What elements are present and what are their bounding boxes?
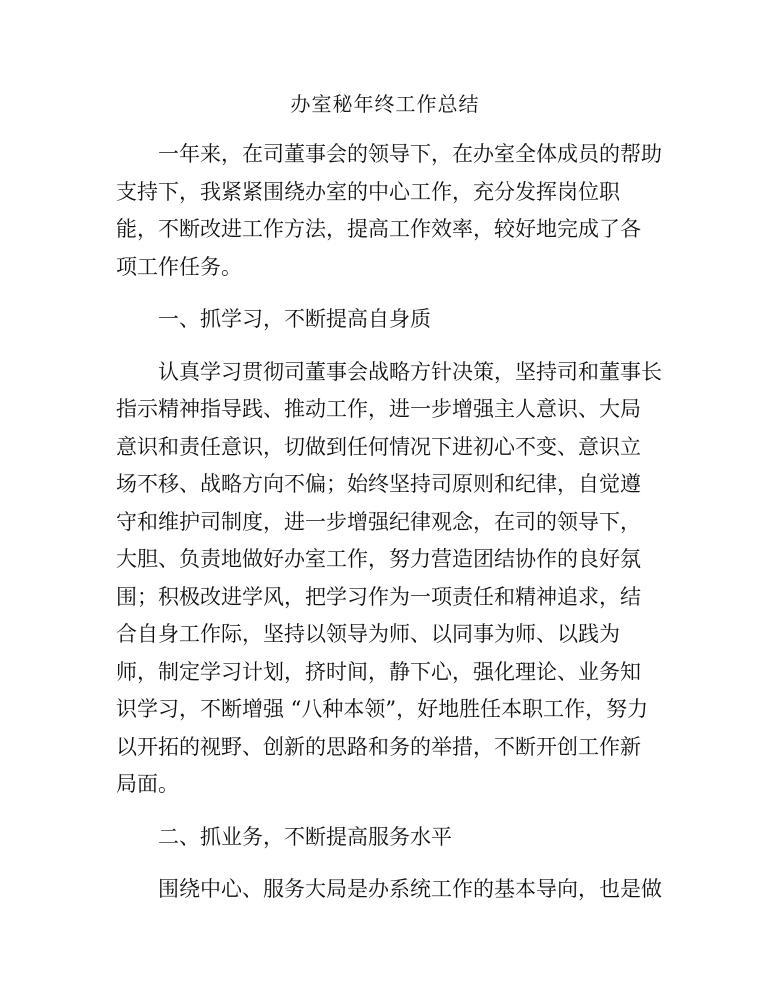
text-line: 支持下，我紧紧围绕办室的中心工作，充分发挥岗位职 <box>116 179 620 204</box>
paragraph-service <box>116 871 662 909</box>
text-line: 识学习，不断增强 “八种本领”，好地胜任本职工作，努力 <box>116 697 649 721</box>
text-line: 大胆、负责地做好办室工作，努力营造团结协作的良好氛 <box>116 547 641 571</box>
paragraph-intro <box>116 136 662 286</box>
text-line: 合自身工作际，坚持以领导为师、以同事为师、以践为 <box>116 622 620 646</box>
text-line: 项工作任务。 <box>116 254 242 279</box>
text-line: 围；积极改进学风，把学习作为一项责任和精神追求，结 <box>116 584 641 609</box>
document-title: 办室秘年终工作总结 <box>290 92 480 116</box>
text-line: 师，制定学习计划，挤时间，静下心，强化理论、业务知 <box>116 659 641 684</box>
text-line: 局面。 <box>116 772 179 796</box>
text-line: 守和维护司制度，进一步增强纪律观念，在司的领导下， <box>116 509 641 534</box>
text-line: 意识和责任意识，切做到任何情况下进初心不变、意识立 <box>116 434 641 459</box>
text-line: 以开拓的视野、创新的思路和务的举措，不断开创工作新 <box>116 734 641 759</box>
section-heading-1 <box>116 301 656 339</box>
text-line: 场不移、战略方向不偏；始终坚持司原则和纪律，自觉遵 <box>116 472 641 496</box>
paragraph-study <box>116 354 662 804</box>
document-body <box>116 136 662 924</box>
text-line: 二、抓业务，不断提高服务水平 <box>116 824 452 849</box>
text-line: 一、抓学习，不断提高自身质 <box>116 307 431 331</box>
text-line: 指示精神指导践、推动工作，进一步增强主人意识、大局 <box>116 397 641 421</box>
section-heading-2 <box>116 819 656 857</box>
text-line: 能，不断改进工作方法，提高工作效率，较好地完成了各 <box>116 217 641 241</box>
text-line: 一年来，在司董事会的领导下，在办室全体成员的帮助 <box>116 142 662 166</box>
text-line: 围绕中心、服务大局是办系统工作的基本导向，也是做 <box>116 877 662 901</box>
text-line: 认真学习贯彻司董事会战略方针决策，坚持司和董事长 <box>116 359 662 384</box>
